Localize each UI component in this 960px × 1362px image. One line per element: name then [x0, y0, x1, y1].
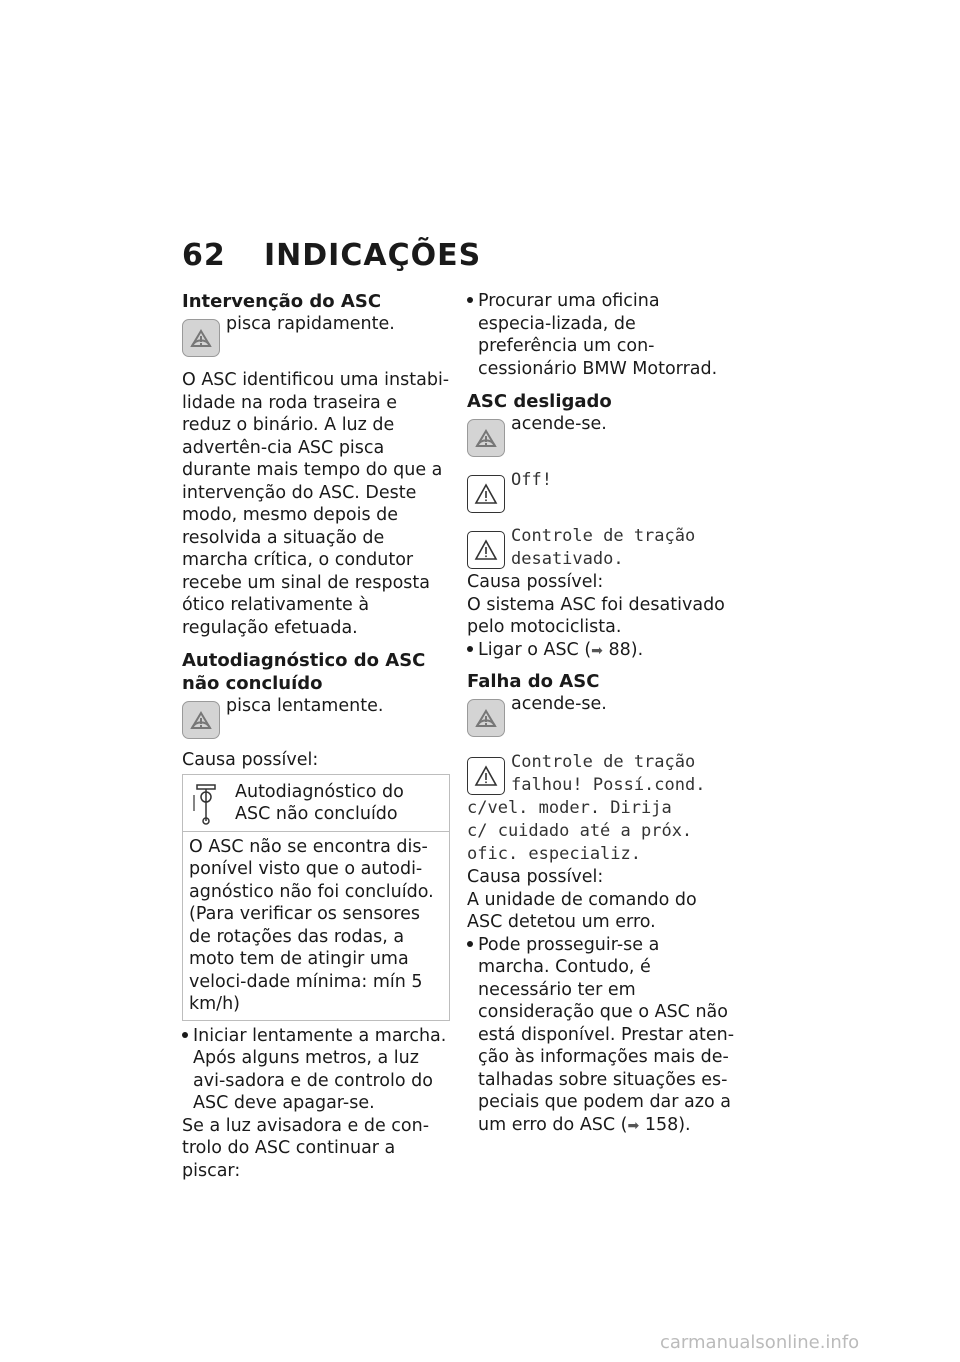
arrow-reference-icon: ➡	[591, 642, 603, 659]
bullet-text-pre: Pode prosseguir-se a marcha. Contudo, é necessário ter em consideração que o ASC não está disponível. Prestar aten-ção às informações mais de-talhadas sobre situações es-peciais que podem dar azo a um erro do ASC (	[478, 934, 735, 1135]
lamp-row	[182, 313, 450, 357]
bullet-dot	[467, 290, 478, 380]
lamp-row	[467, 413, 735, 457]
display-message-row	[467, 751, 735, 797]
box-text: O ASC não se encontra dis-ponível visto que o autodi-agnóstico não foi concluído. (Para verificar os sensores de rotações das rodas, a moto tem de atingir uma veloci-dade mínima: mín 5 km/h)	[189, 836, 434, 1014]
display-message-row	[467, 469, 735, 513]
arrow-reference-icon: ➡	[627, 1117, 640, 1134]
bullet-text-pre: Ligar o ASC (	[478, 639, 592, 660]
bullet-text-post: ).	[678, 1114, 691, 1135]
bullet-text	[478, 934, 735, 1138]
page-header	[182, 238, 481, 273]
section-title-asc-failure: Falha do ASC	[467, 671, 600, 692]
section-title-selfdiag: Autodiagnóstico do ASC não concluído	[182, 650, 426, 694]
lamp-row	[467, 693, 735, 737]
display-message	[511, 525, 695, 571]
display-message	[511, 751, 705, 797]
page-reference[interactable]: 158	[644, 1114, 679, 1135]
paragraph: Se a luz avisadora e de con-trolo do ASC continuar a piscar:	[182, 1115, 430, 1181]
lamp-text: acende-se.	[511, 414, 607, 434]
paragraph: A unidade de comando do ASC detetou um erro.	[467, 889, 697, 932]
bullet-dot	[467, 639, 478, 663]
info-box	[182, 774, 450, 1021]
lamp-text: pisca lentamente.	[226, 696, 384, 716]
display-line: ofic. especializ.	[467, 844, 641, 864]
bullet-text-post: ).	[630, 639, 644, 660]
asc-warning-lamp-icon	[467, 699, 505, 737]
right-column	[467, 290, 735, 1137]
display-line: c/ cuidado até a próx.	[467, 821, 693, 841]
display-message: Off!	[511, 470, 552, 490]
lamp-text: acende-se.	[511, 694, 607, 714]
paragraph: O sistema ASC foi desativado pelo motociclista.	[467, 594, 725, 637]
box-title: Autodiagnóstico do ASC não concluído	[235, 781, 404, 824]
asc-warning-lamp-icon	[467, 419, 505, 457]
display-line: Controle de tração	[511, 526, 696, 546]
bullet-dot	[182, 1025, 193, 1115]
display-message-row	[467, 525, 735, 571]
cause-label: Causa possível:	[467, 867, 604, 887]
bullet-text: Iniciar lentamente a marcha. Após alguns metros, a luz avi-sadora e de controlo do ASC deve apagar-se.	[193, 1025, 447, 1113]
bullet-text: Procurar uma oficina especia-lizada, de preferência um con-cessionário BMW Motorrad.	[478, 291, 718, 379]
page-reference[interactable]: 88	[608, 639, 631, 660]
paragraph: O ASC identificou uma instabi-lidade na roda traseira e reduz o binário. A luz de advertên-cia ASC pisca durante mais tempo do que a intervenção do ASC. Deste modo, mesmo depois de resolvida a situação de marcha crítica, o condutor recebe um sinal de resposta ótico relativamente à regulação efetuada.	[182, 370, 450, 638]
list-item	[467, 290, 735, 380]
display-line: falhou! Possí.cond.	[511, 775, 706, 795]
bullet-dot	[467, 934, 478, 1138]
warning-triangle-icon	[467, 757, 505, 795]
page-number: 62	[182, 238, 226, 273]
display-line: desativado.	[511, 549, 624, 569]
sensor-icon	[189, 781, 225, 827]
bullet-text	[478, 639, 643, 663]
list-item	[182, 1025, 450, 1115]
lamp-row	[182, 695, 450, 739]
section-title-asc-intervention: Intervenção do ASC	[182, 291, 382, 312]
section-title-asc-off: ASC desligado	[467, 391, 612, 412]
asc-warning-lamp-icon	[182, 701, 220, 739]
display-line: Controle de tração	[511, 752, 696, 772]
asc-warning-lamp-icon	[182, 319, 220, 357]
warning-triangle-icon	[467, 531, 505, 569]
lamp-text: pisca rapidamente.	[226, 314, 395, 334]
left-column	[182, 290, 450, 1182]
warning-triangle-icon	[467, 475, 505, 513]
cause-label: Causa possível:	[182, 750, 319, 770]
display-line: c/vel. moder. Dirija	[467, 798, 672, 818]
page-title: INDICAÇÕES	[264, 238, 482, 273]
cause-label: Causa possível:	[467, 572, 604, 592]
list-item	[467, 639, 735, 663]
list-item	[467, 934, 735, 1138]
watermark: carmanualsonline.info	[660, 1332, 860, 1353]
